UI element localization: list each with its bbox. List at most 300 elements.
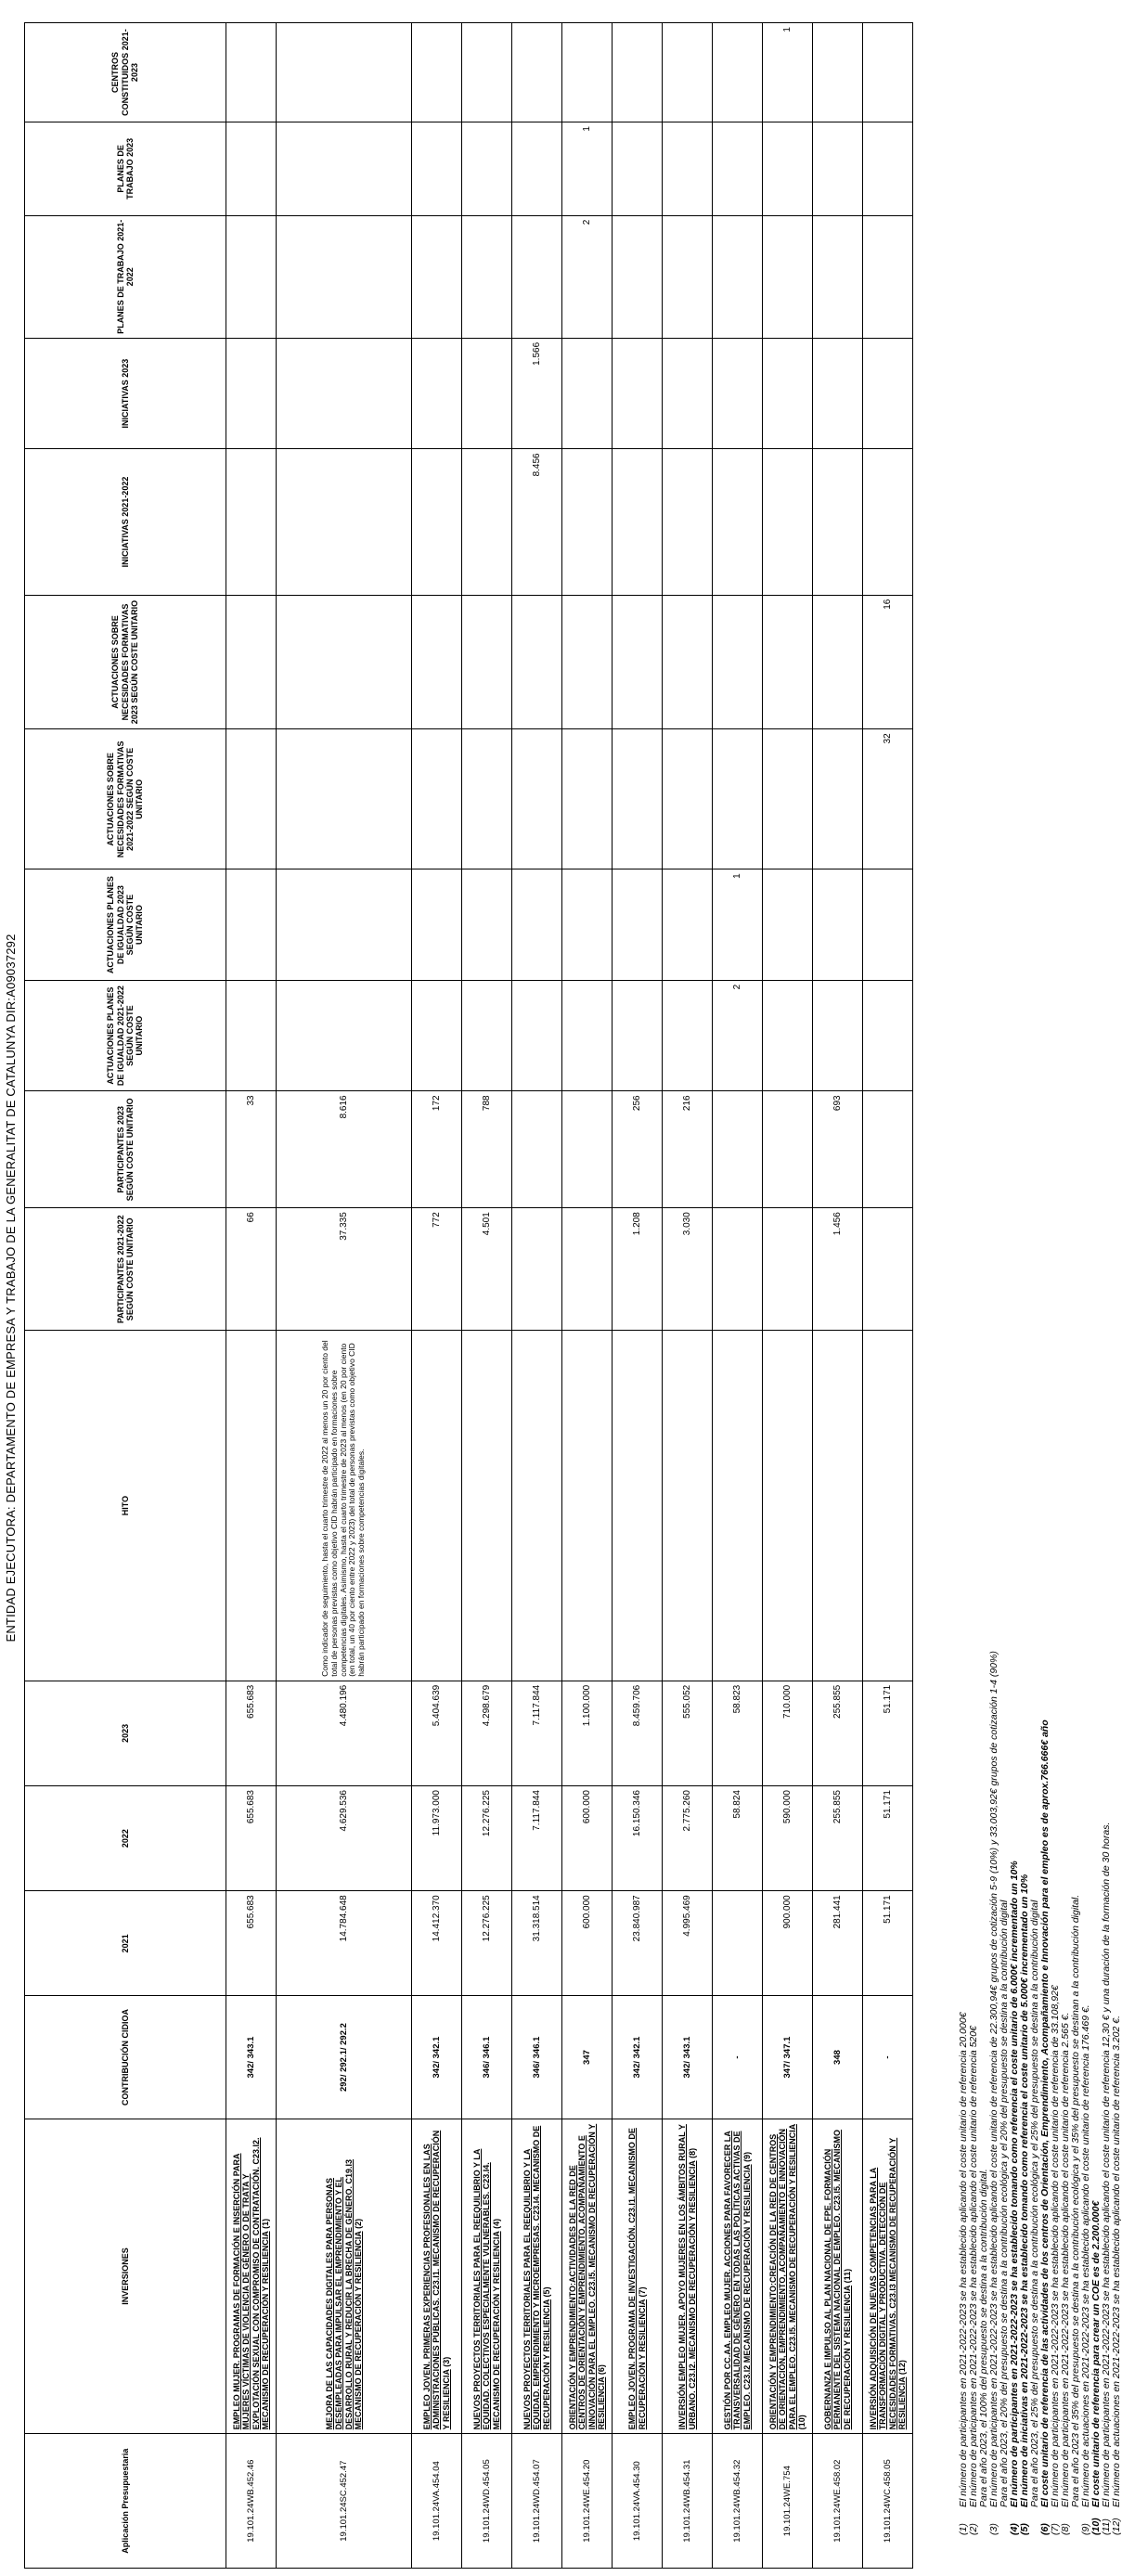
cell-planes-2122	[277, 215, 412, 338]
footnote-text: Para el año 2023, el 20% del presupuesto se destina a la contribución ecológica y el 20% del presupuesto se destina a la contribución digital	[999, 1900, 1010, 2507]
col-iniciativas-2122: INICIATIVAS 2021-2022	[25, 449, 226, 595]
cell-centros	[462, 23, 512, 122]
cell-2022: 4.629.536	[277, 1786, 412, 1891]
footnote-number: (5)	[1019, 2523, 1030, 2535]
cell-iniciativas-2122	[226, 449, 277, 595]
footnote-number: (4)	[1009, 2523, 1020, 2535]
investment-title: EMPLEO MUJER. PROGRAMAS DE FORMACIÓN E INSERCIÓN PARA MUJERES VÍCTIMAS DE VIOLENCIA DE GÉNERO O DE TRATA Y EXPLOTACIÓN SEXUAL CON COMPROMISO DE CONTRATACIÓN. C23.I2. MECANISMO DE RECUPERACIÓN Y RESILIENCIA	[231, 2137, 270, 2430]
cell-igualdad-23	[226, 869, 277, 981]
table-row	[226, 23, 277, 2569]
cell-iniciativas-23	[713, 338, 763, 449]
cell-iniciativas-2122	[713, 449, 763, 595]
cell-igualdad-2122	[226, 980, 277, 1091]
cell-igualdad-23	[813, 869, 863, 981]
cell-planes-23	[763, 122, 813, 216]
cell-necesidades-23: 16	[863, 595, 913, 729]
cell-iniciativas-23	[412, 338, 462, 449]
cell-planes-2122	[713, 215, 763, 338]
cell-necesidades-23	[813, 595, 863, 729]
cell-planes-2122: 2	[562, 215, 613, 338]
cell-iniciativas-2122: 8.456	[512, 449, 562, 595]
table-row	[713, 23, 763, 2569]
cell-igualdad-2122	[813, 980, 863, 1091]
footnote	[1081, 30, 1091, 2535]
footnote-text: El número de actuaciones en 2021-2022-2023 se ha establecido aplicando el coste unitario de referencia 176.469 €.	[1080, 2004, 1091, 2507]
cell-contribucion: 347/ 347.1	[763, 1996, 813, 2119]
footnote-text: El número de participantes en 2021-2022-2023 se ha establecido aplicando el coste unitario de referencia 20.000€	[958, 2012, 969, 2507]
cell-code: 19.101.24SC.452.47	[277, 2434, 412, 2569]
cell-participantes-23	[713, 1091, 763, 1208]
cell-igualdad-2122	[663, 980, 713, 1091]
col-igualdad-2122: ACTUACIONES PLANES DE IGUALDAD 2021-2022 SEGÚN COSTE UNITARIO	[25, 980, 226, 1091]
col-igualdad-23: ACTUACIONES PLANES DE IGUALDAD 2023 SEGÚN COSTE UNITARIO	[25, 869, 226, 981]
cell-planes-23: 1	[562, 122, 613, 216]
cell-participantes-2122: 3.030	[663, 1208, 713, 1331]
footnote-number: (3)	[988, 2523, 999, 2535]
cell-2021: 14.412.370	[412, 1891, 462, 1996]
cell-participantes-23: 33	[226, 1091, 277, 1208]
footnote-text: El número de participantes en 2021-2022-2023 se ha establecido aplicando el coste unitario de referencia 12,30 € y una duración de la formación de 30 horas.	[1101, 1822, 1112, 2507]
cell-centros	[863, 23, 913, 122]
col-planes-2122: PLANES DE TRABAJO 2021-2022	[25, 215, 226, 338]
investment-note-ref: (10)	[796, 2415, 806, 2430]
cell-2023: 710.000	[763, 1681, 813, 1785]
cell-iniciativas-23	[763, 338, 813, 449]
cell-hito	[412, 1331, 462, 1681]
footnote-number: (10)	[1090, 2518, 1102, 2535]
cell-contribucion: 342/ 343.1	[226, 1996, 277, 2119]
cell-participantes-2122: 1.456	[813, 1208, 863, 1331]
cell-code: 19.101.24WD.454.05	[462, 2434, 512, 2569]
cell-igualdad-23	[663, 869, 713, 981]
cell-hito	[562, 1331, 613, 1681]
footnote-text: Para el año 2023, el 100% del presupuesto se destina a la contribución digital.	[978, 2169, 989, 2507]
cell-iniciativas-23: 1.566	[512, 338, 562, 449]
cell-necesidades-23	[412, 595, 462, 729]
cell-code: 19.101.24WB.454.32	[713, 2434, 763, 2569]
investment-note-ref: (9)	[742, 2151, 752, 2162]
footnote-text: El número de participantes en 2021-2022-2023 se ha establecido aplicando el coste unitario de referencia de 22.300,94€ grupos de cotización 5-9 (10%) y 33.003,92€ grupos de cotización 1-4 (90%)	[988, 1651, 999, 2507]
cell-2023: 4.480.196	[277, 1681, 412, 1785]
footnote-number: (6)	[1039, 2523, 1051, 2535]
cell-necesidades-2122	[663, 729, 713, 869]
cell-centros	[412, 23, 462, 122]
cell-iniciativas-23	[562, 338, 613, 449]
footnote-number: (11)	[1101, 2518, 1112, 2535]
cell-participantes-23	[562, 1091, 613, 1208]
cell-planes-2122	[613, 215, 663, 338]
cell-hito	[462, 1331, 512, 1681]
investment-note-ref: (11)	[842, 2268, 852, 2284]
cell-planes-2122	[512, 215, 562, 338]
footnote-text: Para el año 2023 el 35% del presupuesto se destina a la contribución ecológica y el 35% del presupuesto se destinan a la contribución digital.	[1070, 1894, 1081, 2507]
cell-planes-2122	[462, 215, 512, 338]
col-hito: HITO	[25, 1331, 226, 1681]
investment-title: INVERSIÓN ADQUISICIÓN DE NUEVAS COMPETENCIAS PARA LA TRANSFORMACIÓN DIGITAL Y PRODUCTIVA. DETECCIÓN DE NECESIDADES FORMATIVAS. C23.I3 MECANISMO DE RECUPERACIÓN Y RESILIENCIA	[868, 2137, 907, 2430]
cell-necesidades-2122	[763, 729, 813, 869]
cell-code: 19.101.24WB.452.46	[226, 2434, 277, 2569]
cell-planes-2122	[763, 215, 813, 338]
cell-iniciativas-2122	[562, 449, 613, 595]
col-inversiones: INVERSIONES	[25, 2119, 226, 2434]
cell-planes-2122	[663, 215, 713, 338]
investment-note-ref: (2)	[353, 2218, 363, 2229]
cell-planes-23	[713, 122, 763, 216]
cell-2022: 600.000	[562, 1786, 613, 1891]
cell-planes-23	[462, 122, 512, 216]
cell-necesidades-2122	[813, 729, 863, 869]
cell-hito	[713, 1331, 763, 1681]
cell-iniciativas-23	[613, 338, 663, 449]
cell-participantes-23: 693	[813, 1091, 863, 1208]
cell-2021: 14.784.648	[277, 1891, 412, 1996]
cell-code: 19.101.24VA.454.04	[412, 2434, 462, 2569]
investment-note-ref: (8)	[687, 2147, 697, 2158]
investment-title: EMPLEO JOVEN. PROGRAMA DE INVESTIGACIÓN. C23.I1. MECANISMO DE RECUPERACIÓN Y RESILIENCIA	[627, 2128, 647, 2430]
cell-igualdad-2122	[462, 980, 512, 1091]
cell-igualdad-23	[277, 869, 412, 981]
cell-2022: 51.171	[863, 1786, 913, 1891]
header-row	[25, 23, 226, 2569]
cell-igualdad-23	[462, 869, 512, 981]
cell-2023: 1.100.000	[562, 1681, 613, 1785]
cell-igualdad-2122	[863, 980, 913, 1091]
cell-iniciativas-23	[813, 338, 863, 449]
footnote	[1112, 30, 1122, 2535]
footnote-text: El número de participantes en 2021-2022-2023 se ha establecido aplicando el coste unitario de referencia 520€	[968, 2026, 979, 2507]
cell-centros	[512, 23, 562, 122]
table-row	[813, 23, 863, 2569]
cell-planes-23	[277, 122, 412, 216]
footnote-text: El número de iniciativas en 2021-2022-2023 se ha establecido tomando como referencia el coste unitario de 5.000€ incrementado un 10%	[1019, 1874, 1030, 2507]
col-aplicacion: Aplicación Presupuestaria	[25, 2434, 226, 2569]
cell-inversion	[226, 2119, 277, 2434]
footnote-number: (9)	[1080, 2523, 1091, 2535]
cell-planes-2122	[226, 215, 277, 338]
page-header: ENTIDAD EJECUTORA: DEPARTAMENTO DE EMPRESA Y TRABAJO DE LA GENERALITAT DE CATALUNYA DIR:A09037292	[4, 934, 18, 1642]
cell-igualdad-23: 1	[713, 869, 763, 981]
investment-title: GOBERNANZA E IMPULSO AL PLAN NACIONAL DE FPE. FORMACIÓN PERMANENTE DEL SISTEMA NACIONAL DE EMPLEO. C23.I5. MECANISMO DE RECUPERACIÓN Y RESILIENCIA	[822, 2129, 852, 2430]
cell-2022: 655.683	[226, 1786, 277, 1891]
cell-2023: 8.459.706	[613, 1681, 663, 1785]
cell-centros	[226, 23, 277, 122]
cell-hito	[512, 1331, 562, 1681]
cell-2021: 4.995.469	[663, 1891, 713, 1996]
footnote-text: El coste unitario de referencia para crear un COE es de 2.200.000€	[1090, 2200, 1102, 2507]
cell-contribucion: 346/ 346.1	[462, 1996, 512, 2119]
cell-planes-23	[813, 122, 863, 216]
footnote-text: El número de actuaciones en 2021-2022-2023 se ha establecido aplicando el coste unitario de referencia 3.202 €.	[1111, 2015, 1122, 2507]
cell-2022: 11.973.000	[412, 1786, 462, 1891]
cell-contribucion: 347	[562, 1996, 613, 2119]
cell-necesidades-23	[462, 595, 512, 729]
cell-participantes-23: 216	[663, 1091, 713, 1208]
cell-hito: Como indicador de seguimiento, hasta el cuarto trimestre de 2022 al menos un 20 por ciento del total de personas previstas como objetivo CID habrán participado en formaciones sobre competencias digitales. Asimismo, hasta el cuarto trimestre de 2023 al menos (en 20 por ciento (en total, un 40 por ciento entre 2022 y 2023) del total de personas previstas como objetivo CID habrán participado en formaciones sobre competencias digitales.	[277, 1331, 412, 1681]
cell-igualdad-23	[512, 869, 562, 981]
cell-contribucion: -	[713, 1996, 763, 2119]
cell-inversion	[613, 2119, 663, 2434]
cell-iniciativas-23	[226, 338, 277, 449]
footnote-text: El coste unitario de referencia de las actividades de los centros de Orientación, Emprendimiento, Acompañamiento e Innovación para el empleo es de aprox.766.666€ año	[1039, 1719, 1051, 2507]
col-2023: 2023	[25, 1681, 226, 1785]
cell-participantes-2122: 1.208	[613, 1208, 663, 1331]
cell-hito	[226, 1331, 277, 1681]
cell-planes-23	[663, 122, 713, 216]
investment-note-ref: (6)	[596, 2364, 606, 2376]
cell-inversion	[277, 2119, 412, 2434]
cell-igualdad-2122: 2	[713, 980, 763, 1091]
investment-note-ref: (4)	[491, 2218, 501, 2229]
cell-iniciativas-23	[663, 338, 713, 449]
col-contribucion: CONTRIBUCIÓN CIDIOA	[25, 1996, 226, 2119]
cell-necesidades-2122	[562, 729, 613, 869]
cell-inversion	[562, 2119, 613, 2434]
cell-necesidades-23	[512, 595, 562, 729]
cell-inversion	[462, 2119, 512, 2434]
cell-inversion	[663, 2119, 713, 2434]
cell-necesidades-2122	[613, 729, 663, 869]
cell-iniciativas-23	[277, 338, 412, 449]
cell-inversion	[713, 2119, 763, 2434]
cell-2023: 7.117.844	[512, 1681, 562, 1785]
cell-planes-2122	[863, 215, 913, 338]
cell-participantes-23: 172	[412, 1091, 462, 1208]
cell-participantes-23: 788	[462, 1091, 512, 1208]
cell-participantes-2122	[562, 1208, 613, 1331]
cell-iniciativas-2122	[613, 449, 663, 595]
cell-iniciativas-2122	[813, 449, 863, 595]
cell-participantes-2122	[713, 1208, 763, 1331]
table-row	[462, 23, 512, 2569]
investment-title: ORIENTACIÓN Y EMPRENDIMIENTO:CREACIÓN DE LA RED DE CENTROS DE ORIENTACIÓN, EMPRENDIMIENTO, ACOMPAÑAMIENTO E INNOVACIÓN PARA EL EMPLEO. C23.I5. MECANISMO DE RECUPERACIÓN Y RESILIENCIA	[767, 2124, 797, 2430]
cell-2022: 7.117.844	[512, 1786, 562, 1891]
cell-2021	[713, 1891, 763, 1996]
footnote-text: El número de participantes en 2021-2022-2023 se ha establecido aplicando el coste unitario de referencia 2.565 €.	[1060, 2012, 1071, 2507]
cell-iniciativas-2122	[863, 449, 913, 595]
cell-2023: 4.298.679	[462, 1681, 512, 1785]
cell-2022: 590.000	[763, 1786, 813, 1891]
cell-participantes-2122: 37.335	[277, 1208, 412, 1331]
cell-planes-23	[226, 122, 277, 216]
cell-2021: 600.000	[562, 1891, 613, 1996]
cell-necesidades-2122	[713, 729, 763, 869]
table-row	[512, 23, 562, 2569]
col-iniciativas-23: INICIATIVAS 2023	[25, 338, 226, 449]
table-row	[863, 23, 913, 2569]
cell-contribucion: 348	[813, 1996, 863, 2119]
cell-2021: 31.318.514	[512, 1891, 562, 1996]
cell-2022: 16.150.346	[613, 1786, 663, 1891]
col-necesidades-23: ACTUACIONES SOBRE NECESIDADES FORMATIVAS 2023 SEGÚN COSTE UNITARIO	[25, 595, 226, 729]
cell-2021: 900.000	[763, 1891, 813, 1996]
cell-2021: 655.683	[226, 1891, 277, 1996]
footnote-number: (7)	[1050, 2523, 1061, 2535]
cell-necesidades-23	[663, 595, 713, 729]
cell-2023: 5.404.639	[412, 1681, 462, 1785]
cell-hito	[663, 1331, 713, 1681]
investment-note-ref: (3)	[441, 2356, 451, 2367]
cell-hito	[613, 1331, 663, 1681]
cell-hito	[863, 1331, 913, 1681]
cell-2023: 555.052	[663, 1681, 713, 1785]
cell-contribucion: 292/ 292.1/ 292.2	[277, 1996, 412, 2119]
cell-centros: 1	[763, 23, 813, 122]
cell-code: 19.101.24WE.754	[763, 2434, 813, 2569]
cell-planes-23	[863, 122, 913, 216]
cell-inversion	[512, 2119, 562, 2434]
cell-hito	[763, 1331, 813, 1681]
table-row	[277, 23, 412, 2569]
cell-centros	[663, 23, 713, 122]
cell-hito	[813, 1331, 863, 1681]
investment-note-ref: (12)	[896, 2360, 907, 2376]
cell-necesidades-23	[763, 595, 813, 729]
cell-participantes-23: 8.616	[277, 1091, 412, 1208]
col-2022: 2022	[25, 1786, 226, 1891]
cell-igualdad-2122	[562, 980, 613, 1091]
cell-necesidades-23	[277, 595, 412, 729]
cell-planes-2122	[813, 215, 863, 338]
cell-igualdad-23	[562, 869, 613, 981]
col-participantes-2122: PARTICIPANTES 2021-2022 SEGÚN COSTE UNITARIO	[25, 1208, 226, 1331]
cell-iniciativas-2122	[763, 449, 813, 595]
cell-iniciativas-2122	[412, 449, 462, 595]
cell-necesidades-2122	[512, 729, 562, 869]
cell-necesidades-2122	[277, 729, 412, 869]
cell-necesidades-2122	[226, 729, 277, 869]
cell-iniciativas-2122	[663, 449, 713, 595]
col-necesidades-2122: ACTUACIONES SOBRE NECESIDADES FORMATIVAS 2021-2022 SEGÚN COSTE UNITARIO	[25, 729, 226, 869]
cell-igualdad-2122	[277, 980, 412, 1091]
cell-contribucion: 346/ 346.1	[512, 1996, 562, 2119]
cell-2021: 23.840.987	[613, 1891, 663, 1996]
cell-2022: 12.276.225	[462, 1786, 512, 1891]
cell-igualdad-23	[763, 869, 813, 981]
cell-planes-23	[512, 122, 562, 216]
cell-2023: 255.855	[813, 1681, 863, 1785]
col-centros: CENTROS CONSTITUIDOS 2021-2023	[25, 23, 226, 122]
cell-participantes-23	[863, 1091, 913, 1208]
cell-igualdad-23	[412, 869, 462, 981]
cell-2023: 51.171	[863, 1681, 913, 1785]
investment-note-ref: (5)	[541, 2286, 551, 2298]
cell-contribucion: -	[863, 1996, 913, 2119]
footnote-number: (8)	[1060, 2523, 1071, 2535]
cell-code: 19.101.24WE.458.02	[813, 2434, 863, 2569]
cell-participantes-23: 256	[613, 1091, 663, 1208]
cell-igualdad-2122	[512, 980, 562, 1091]
footnotes	[959, 30, 1122, 2535]
footnote-text: Para el año 2023, el 25% del presupuesto se destina a la contribución ecológica y el 25% del presupuesto se destina a la contribución digital	[1029, 1900, 1040, 2507]
cell-contribucion: 342/ 342.1	[613, 1996, 663, 2119]
cell-necesidades-23	[226, 595, 277, 729]
cell-necesidades-2122	[412, 729, 462, 869]
cell-iniciativas-2122	[277, 449, 412, 595]
cell-2023: 655.683	[226, 1681, 277, 1785]
table-row	[613, 23, 663, 2569]
cell-necesidades-2122	[462, 729, 512, 869]
table-body	[226, 23, 913, 2569]
footnote	[969, 30, 979, 2535]
cell-code: 19.101.24VA.454.30	[613, 2434, 663, 2569]
cell-igualdad-23	[863, 869, 913, 981]
cell-participantes-23	[763, 1091, 813, 1208]
cell-centros	[813, 23, 863, 122]
investment-note-ref: (1)	[260, 2218, 270, 2229]
cell-planes-23	[613, 122, 663, 216]
col-planes-23: PLANES DE TRABAJO 2023	[25, 122, 226, 216]
cell-necesidades-2122: 32	[863, 729, 913, 869]
investment-title: ORIENTACIÓN Y EMPRENDIMIENTO:ACTIVIDADES DE LA RED DE CENTROS DE ORIENTACIÓN Y EMPRENDIMIENTO, ACOMPAÑAMIENTO E INNOVACIÓN PARA EL EMPLEO. C23.I5. MECANISMO DE RECUPERACIÓN Y RESILIENCIA	[567, 2123, 606, 2430]
cell-code: 19.101.24WE.454.20	[562, 2434, 613, 2569]
investment-title: MEJORA DE LAS CAPACIDADES DIGITALES PARA PERSONAS DESEMPLEADAS PARA IMPULSAR EL EMPRENDIMIENTO Y EL DESARROLLO RURAL Y REDUCIR LA BRECHA DE GÉNERO. C19.I3 MECANISMO DE RECUPERACIÓN Y RESILIENCIA	[324, 2158, 363, 2430]
cell-necesidades-23	[713, 595, 763, 729]
cell-igualdad-23	[613, 869, 663, 981]
investment-title: INVERSIÓN EMPLEO MUJER. APOYO MUJERES EN LOS ÁMBITOS RURAL Y URBANO. C23.I2. MECANISMO DE RECUPERACIÓN Y RESILIENCIA	[677, 2124, 697, 2430]
cell-igualdad-2122	[763, 980, 813, 1091]
cell-participantes-2122: 772	[412, 1208, 462, 1331]
cell-2022: 2.775.260	[663, 1786, 713, 1891]
investment-title: GESTIÓN POR CC.AA. EMPLEO MUJER. ACCIONES PARA FAVORECER LA TRANSVERSALIDAD DE GÉNERO EN TODAS LAS POLÍTICAS ACTIVAS DE EMPLEO. C23.I2 MECANISMO DE RECUPERACIÓN Y RESILIENCIA	[722, 2131, 752, 2430]
cell-iniciativas-2122	[462, 449, 512, 595]
footnote-number: (1)	[958, 2523, 969, 2535]
cell-necesidades-23	[613, 595, 663, 729]
cell-participantes-2122: 66	[226, 1208, 277, 1331]
investment-title: NUEVOS PROYECTOS TERRITORIALES PARA EL REEQUILIBRIO Y LA EQUIDAD. COLECTIVOS ESPECIALMENTE VULNERABLES. C23.I4. MECANISMO DE RECUPERACIÓN Y RESILIENCIA	[471, 2148, 501, 2430]
cell-participantes-2122	[512, 1208, 562, 1331]
cell-inversion	[763, 2119, 813, 2434]
cell-code: 19.101.24WC.458.05	[863, 2434, 913, 2569]
cell-iniciativas-23	[462, 338, 512, 449]
investment-note-ref: (7)	[637, 2286, 647, 2298]
col-participantes-23: PARTICIPANTES 2023 SEGÚN COSTE UNITARIO	[25, 1091, 226, 1208]
cell-centros	[277, 23, 412, 122]
cell-igualdad-2122	[613, 980, 663, 1091]
table-row	[562, 23, 613, 2569]
budget-table	[24, 22, 913, 2569]
cell-code: 19.101.24WB.454.31	[663, 2434, 713, 2569]
table-row	[763, 23, 813, 2569]
cell-igualdad-2122	[412, 980, 462, 1091]
cell-participantes-2122	[863, 1208, 913, 1331]
cell-participantes-23	[512, 1091, 562, 1208]
table-row	[412, 23, 462, 2569]
cell-iniciativas-23	[863, 338, 913, 449]
footnote-number: (12)	[1111, 2518, 1122, 2535]
cell-planes-23	[412, 122, 462, 216]
cell-code: 19.101.24WD.454.07	[512, 2434, 562, 2569]
col-2021: 2021	[25, 1891, 226, 1996]
investment-title: EMPLEO JOVEN. PRIMERAS EXPERIENCIAS PROFESIONALES EN LAS ADMINISTRACIONES PÚBLICAS. C23.I1. MECANISMO DE RECUPERACIÓN Y RESILIENCIA	[421, 2130, 451, 2430]
table-row	[663, 23, 713, 2569]
cell-inversion	[863, 2119, 913, 2434]
cell-2023: 58.823	[713, 1681, 763, 1785]
cell-participantes-2122	[763, 1208, 813, 1331]
cell-2021: 12.276.225	[462, 1891, 512, 1996]
footnote-text: El número de participantes en 2021-2022-2023 se ha establecido aplicando el coste unitario de referencia de 33.108,92€	[1050, 1985, 1061, 2507]
cell-centros	[613, 23, 663, 122]
cell-centros	[562, 23, 613, 122]
cell-participantes-2122: 4.501	[462, 1208, 512, 1331]
cell-contribucion: 342/ 342.1	[412, 1996, 462, 2119]
cell-necesidades-23	[562, 595, 613, 729]
investment-title: NUEVOS PROYECTOS TERRITORIALES PARA EL REEQUILIBRIO Y LA EQUIDAD. EMPRENDIMIENTO Y MICROEMPRESAS. C23.I4. MECANISMO DE RECUPERACIÓN Y RESILIENCIA	[522, 2125, 551, 2430]
cell-inversion	[412, 2119, 462, 2434]
cell-2021: 281.441	[813, 1891, 863, 1996]
cell-2022: 58.824	[713, 1786, 763, 1891]
footnote-text: El número de participantes en 2021-2022-2023 se ha establecido tomando como referencia el coste unitario de 6.000€ incrementado un 10%	[1009, 1861, 1020, 2507]
cell-contribucion: 342/ 343.1	[663, 1996, 713, 2119]
